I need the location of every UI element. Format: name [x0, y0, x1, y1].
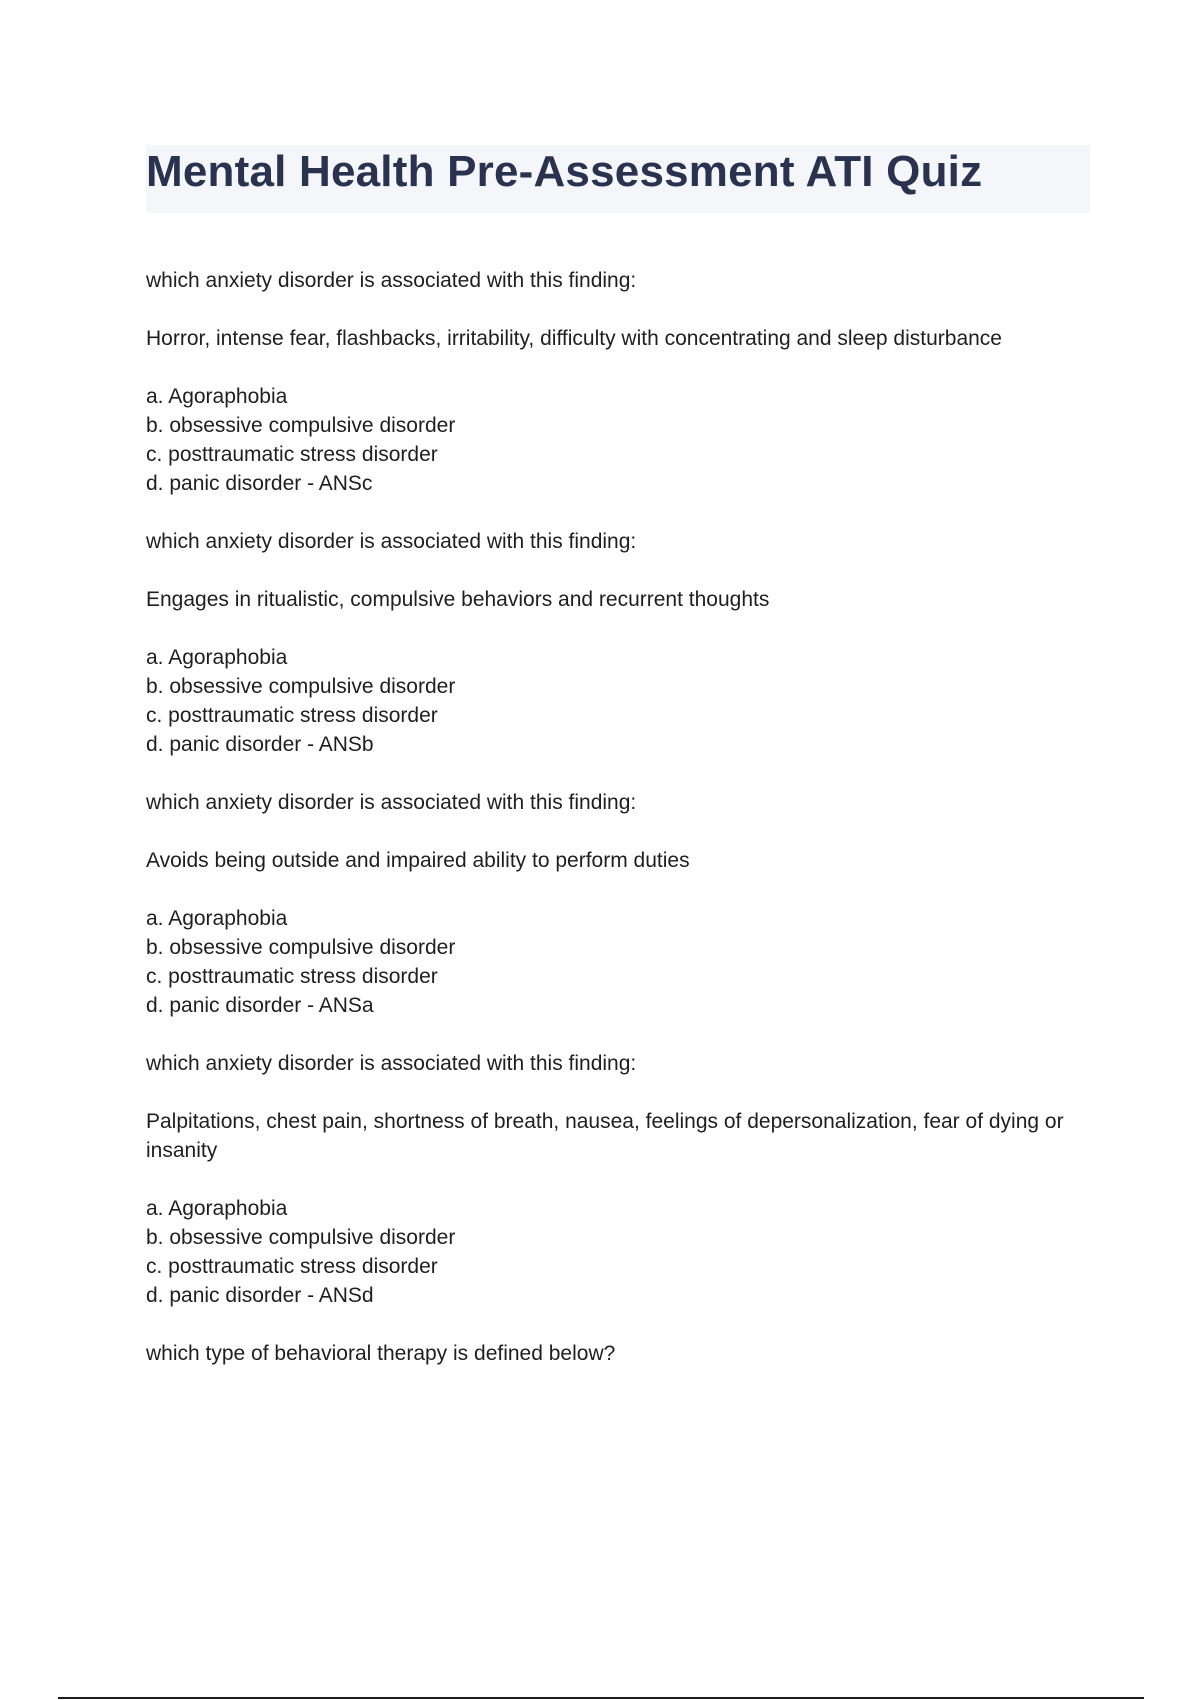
answer-option: b. obsessive compulsive disorder: [146, 675, 456, 698]
answer-option: c. posttraumatic stress disorder: [146, 704, 438, 727]
answer-option: a. Agoraphobia: [146, 1197, 288, 1220]
question-prompt: which anxiety disorder is associated with this finding:: [146, 530, 637, 553]
answer-option: b. obsessive compulsive disorder: [146, 1226, 456, 1249]
answer-option: c. posttraumatic stress disorder: [146, 1255, 438, 1278]
question-prompt: which type of behavioral therapy is defined below?: [146, 1342, 616, 1365]
question-block: [146, 1339, 1096, 1368]
question-prompt: which anxiety disorder is associated with this finding:: [146, 269, 637, 292]
page-title: Mental Health Pre-Assessment ATI Quiz: [146, 147, 983, 196]
answer-option: a. Agoraphobia: [146, 385, 288, 408]
footer-divider: [58, 1697, 1144, 1699]
question-block: [146, 266, 1096, 527]
question-prompt: which anxiety disorder is associated with this finding:: [146, 791, 637, 814]
answer-option: d. panic disorder - ANSd: [146, 1284, 374, 1307]
answer-option: c. posttraumatic stress disorder: [146, 443, 438, 466]
answer-option: d. panic disorder - ANSc: [146, 472, 373, 495]
answer-option: b. obsessive compulsive disorder: [146, 414, 456, 437]
question-prompt: which anxiety disorder is associated with this finding:: [146, 1052, 637, 1075]
answer-option: a. Agoraphobia: [146, 646, 288, 669]
question-finding: Avoids being outside and impaired ability to perform duties: [146, 849, 690, 872]
answer-option: d. panic disorder - ANSa: [146, 994, 374, 1017]
question-block: [146, 1049, 1096, 1339]
answer-option: d. panic disorder - ANSb: [146, 733, 374, 756]
answer-option: b. obsessive compulsive disorder: [146, 936, 456, 959]
question-block: [146, 788, 1096, 1049]
question-finding: Engages in ritualistic, compulsive behaviors and recurrent thoughts: [146, 588, 770, 611]
answer-option: a. Agoraphobia: [146, 907, 288, 930]
answer-option: c. posttraumatic stress disorder: [146, 965, 438, 988]
quiz-content: [146, 266, 1096, 1368]
question-finding: Palpitations, chest pain, shortness of breath, nausea, feelings of depersonalization, fear of dying or insanity: [146, 1110, 1064, 1162]
question-finding: Horror, intense fear, flashbacks, irritability, difficulty with concentrating and sleep disturbance: [146, 327, 1002, 350]
question-block: [146, 527, 1096, 788]
